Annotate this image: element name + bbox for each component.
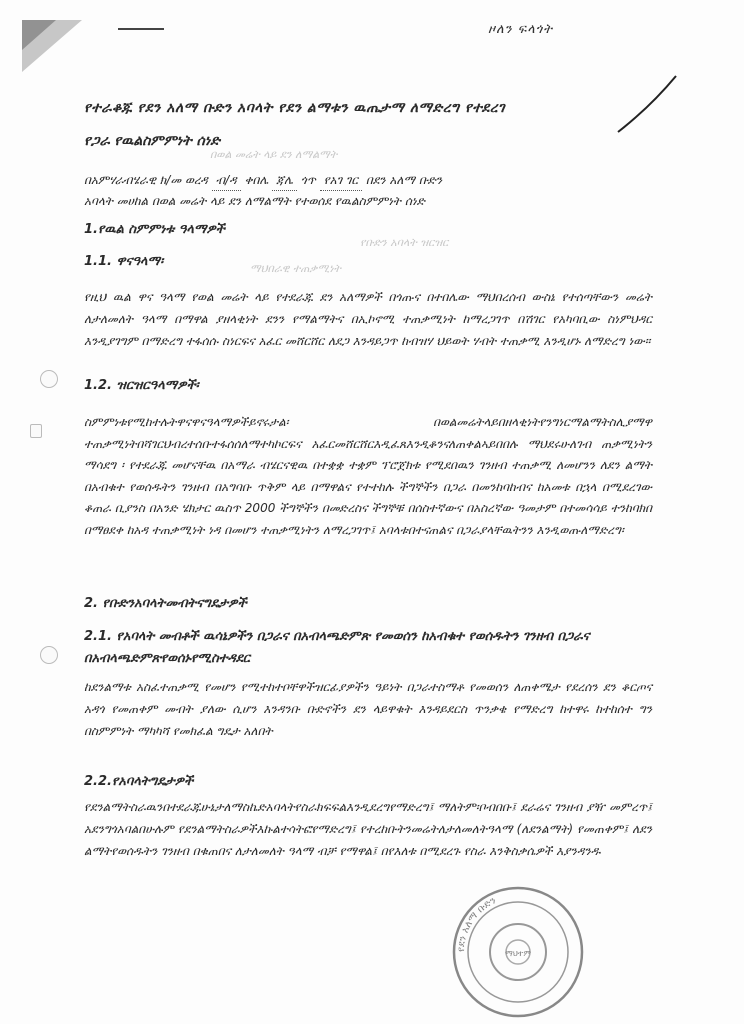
location-fill-line (84, 170, 704, 211)
pen-stroke-mark (612, 70, 682, 140)
section-2-heading: 2. የቡድንአባላትመብትናግዴታዎች (84, 596, 247, 611)
punch-hole (40, 370, 58, 388)
got-label: ጎጥ (300, 173, 316, 187)
fill-prefix: በአምሃራብሄራዊ ክ/መ ወረዳ (84, 173, 208, 187)
section-1-2-paragraph: ስምምነቱየሚከተሉትዋናዋናዓላማዎችይኖሩታል፡ በወልመሬትላይበዘላቂነትየንግነርማልማትስሊያማዋ ተጠቃሚነትበሻገርህብረተሰቡተፋሰሰለማተካኮርፍና አፈርመሸርሸርእዲፈጸእንዲቆንናለጠቀልኣይበበሉ ማህደሩሁለገብ ጠቃሚነትን ማሳደግ ፡ የተደራጁ መሆናቸዉ በአማራ ብሄርናዊዉ በተቋቋ ተቋም ፕሮጀክቱ የሚደበዉን ገንዘብ ተጠቃሚ ለመሆንን ለደን ልማት በአብቁተ የወሰዱትን ገንዘብ በአግባቡ ጥቅም ላይ በማዋልና የተተከሉ ችግኞችን በጋራ በመንከባከብና ከአመቱ በኋላ በሚደረገው ቆጠራ ቢያንስ በአንድ ሄክታር ዉስጥ 2000 ችግኞችን በመድረስና ችግኞቹ በሰስተኛውና በአስረኛው ዓመታም በተመሳሳይ ተንከባክበ በማፀደቀ ከአዳ ተጠቃሚነት ነዳ በመሆን ተጠቃሚነትን ለማረጋገጥ፤ አባላቱበተናጠልና በጋራያላቸዉትንን እንዲወጡለማድረግ፡ (84, 415, 652, 537)
handwritten-top-note: ዞለን ፍላጎት (488, 22, 554, 37)
punch-hole (40, 646, 58, 664)
section-1-1-heading: 1.1. ዋናዓላማ፡ (84, 254, 164, 269)
got-field: የአገ ገር (320, 170, 362, 191)
section-2-1-heading: 2.1. የአባላት መብቶች ዉሳኔዎችን በጋራና በአብላጫድምጽ የመወሰን ከአብቁተ የወሰዱትን ገንዘብ በጋራና በአብላጫድምጽየወሰኑየሚስተዳደር (84, 629, 590, 666)
official-stamp (448, 882, 588, 1022)
stamp-inner-text: ማህተም (505, 949, 531, 958)
document-title: የተራቆጁ የደን አለማ ቡድን አባላት የደን ልማቱን ዉጤታማ ለማድረግ የተደረገ (84, 100, 506, 116)
section-2-2-heading: 2.2.የአባላትግዴታዎች (84, 774, 194, 789)
section-1-2-heading: 1.2. ዝርዝርዓላማዎች፡ (84, 378, 199, 393)
kebele-field: ጃሌ (272, 170, 297, 191)
punch-hole (30, 424, 42, 438)
fill-line-2: አባላት መሀከል በወል መሬት ላይ ደን ለማልማት የተወሰደ የዉልስምምነት ሰነድ (84, 194, 425, 208)
section-2-2-paragraph: የደንልማትስራዉንበተደራጁሁኔታለማስኬድአባላትየስራክፍፍልእንዲደረግየማድረግ፤ ማለትም፡ቦብበቡ፤ ደራሬና ገንዘብ ያዥ መምረጥ፤ አደንግጎአባልበሁሉም የደንልማትስራዎችእኩልተሳትፎየማድረግ፤ የተረከቡትንመሬትለታለመለትዓላማ (ለደንልማት) የመጠቀም፤ ለደን ልማትየወሰዱትን ገንዘብ በቁጠበና ለታለመለት ዓላማ ብቻ የማዋል፤ በየእለቱ በሚደረጉ የስራ እንቅስቃሴዎች እያንዳንዱ (84, 800, 652, 858)
page-corner-shadow (22, 20, 92, 80)
stamp-outer-text: የደን አለማ ቡድን (455, 895, 498, 953)
bleed-through-text: በወል መሬት ላይ ደን ለማልማት (210, 148, 338, 161)
section-1-heading: 1.የዉል ስምምነቱ ዓላማዎች (84, 222, 225, 237)
bleed-through-text: የቡድን አባላት ዝርዝር (360, 236, 449, 249)
section-2-1-paragraph: ከደንልማቱ አስፈተጠቃሚ የመሆን የሚተከተቦቸዋችዝርፊያዎችን ዓይነት በጋራተስማቶ የመወሰን ለጠቀሜታ የደረሰን ደን ቆርጦና አዳጎ የመጠቀም መብት ያለው ሲሆን እንዳንቡ ቡድኖችን ደን ላይዋቁት እንዳይደርስ ጥንቃቄ የማድረግ ከተዋሩ ከተከሰተ ግን በስምምነት ማካካሻ የመክፈል ግዴታ አለበት (84, 680, 652, 738)
woreda-field: ብ/ዳ (212, 170, 241, 191)
bleed-through-text: ማህበራዊ ተጠቃሚነት (250, 262, 341, 275)
kebele-label: ቀበሌ (244, 173, 269, 187)
top-dash-mark (118, 28, 164, 30)
fill-suffix: በደን አለማ ቡድን (365, 173, 443, 187)
section-1-1-paragraph: የዚህ ዉል ዋና ዓላማ የወል መሬት ላይ የተደራጁ ደን አለማዎች በጎጡና በተበሌው ማህበረሰብ ውስኔ የተሰጣቸውን መሬት ለታለመለት ዓላማ በማዋል ያዘላቂነት ደንን የማልማትና በኢኮኖሚ ተጠቃሚነት ከማረጋገጥ በሽገር የአካባቢው ስነምህዳር እንዲያገግም በማድረግ ተፋሰሱ ስነርፍና አፈር መሸርሸር ለደጋ እንዳይጋጥ ከብዝሃ ህይወት ሃብት ተጠቃሚ እንዲሆኑ ለማድረግ ነው። (84, 290, 652, 348)
document-subtitle: የጋራ የዉልስምምነት ሰነድ (84, 133, 220, 149)
